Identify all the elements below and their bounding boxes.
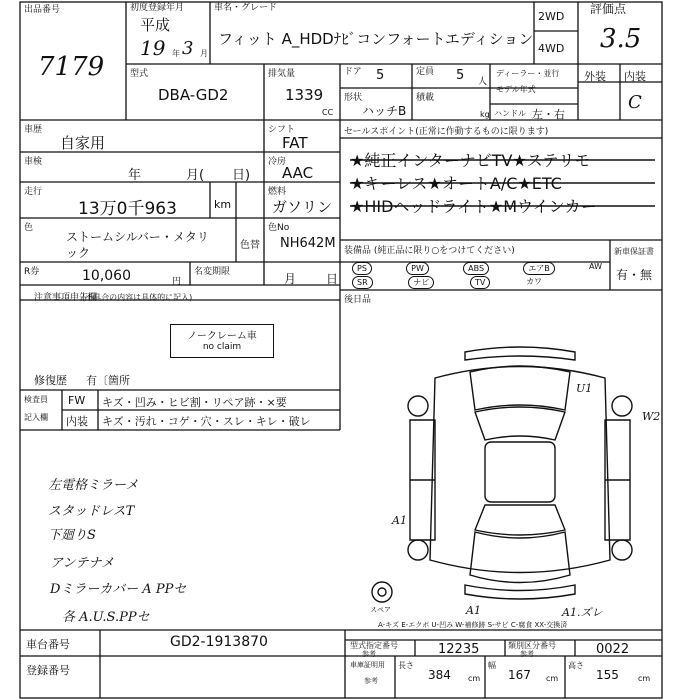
model-year-label: モデル年式	[496, 85, 536, 94]
handwritten-note-4: アンテナメ	[50, 556, 114, 571]
color-label: 色	[24, 223, 34, 233]
dealer-label: ディーラー・並行	[496, 69, 560, 78]
damage-legend: A-キズ E-エクボ U-凹み W-補修跡 S-サビ C-腐食 XX-交換済	[378, 621, 568, 629]
score-value: 3.5	[600, 24, 642, 54]
equip-tv: TV	[470, 276, 490, 289]
color-no-value: NH642M	[280, 236, 336, 251]
notes-sub: (不具合の内容は具体的に記入)	[82, 293, 193, 302]
after-label: 後日品	[344, 295, 372, 305]
drive-4wd: 4WD	[538, 42, 565, 55]
class-ref: 参考	[520, 650, 534, 658]
year-unit: 年	[172, 49, 180, 58]
reg-label: 登録番号	[26, 664, 70, 677]
model-name: フィット A_HDDﾅﾋﾞコンフォートエディション	[218, 30, 534, 48]
inspect-year: 年	[128, 168, 142, 183]
color-no-label: 色No	[268, 223, 290, 233]
load-label: 積載	[416, 93, 435, 103]
int-grade: C	[628, 92, 642, 113]
shift-label: シフト	[268, 125, 296, 135]
damage-a1-left: A1	[392, 514, 407, 527]
height-value: 155	[596, 668, 619, 682]
class-value: 0022	[596, 642, 630, 657]
equip-sr: SR	[352, 276, 373, 289]
inspection-int: 内装	[66, 415, 88, 428]
tax-day: 日	[326, 272, 339, 286]
capacity-value: 5	[456, 68, 465, 83]
ac-value: AAC	[282, 164, 314, 182]
sales-title: セールスポイント(正常に作動するものに限ります)	[344, 127, 549, 137]
tax-month: 月	[284, 272, 297, 286]
equip-airbag: エアB	[523, 262, 555, 275]
reg-year: 19	[140, 36, 166, 60]
doors-label: ドア	[344, 67, 362, 77]
color-change-label: 色替	[240, 240, 260, 251]
new-car-value: 有・無	[616, 268, 653, 282]
width-label: 幅	[488, 661, 496, 670]
ac-label: 冷房	[268, 157, 287, 167]
equip-leather: カワ	[525, 277, 542, 286]
drive-2wd: 2WD	[538, 10, 565, 23]
ext-label: 外装	[584, 70, 606, 83]
lot-number: 7179	[38, 52, 105, 82]
spare-label: スペア	[370, 606, 391, 614]
type-spec-ref: 参考	[362, 650, 376, 658]
fuel-value: ガソリン	[272, 198, 333, 216]
damage-a1-right: A1.ズレ	[562, 606, 603, 619]
damage-u1: U1	[576, 382, 593, 395]
notes-title: 注意事項申告欄	[34, 293, 98, 303]
equipment-title: 装備品 (純正品に限り○をつけてください)	[344, 246, 515, 256]
handle-label: ハンドル	[494, 109, 526, 118]
load-unit: kg	[480, 110, 490, 119]
width-unit: cm	[546, 674, 559, 683]
inspection-fw: FW	[68, 394, 86, 407]
type-label: 型式	[130, 69, 149, 79]
length-label: 長さ	[398, 661, 414, 670]
length-unit: cm	[468, 674, 481, 683]
displacement-value: 1339	[285, 86, 324, 104]
chassis-label: 車台番号	[26, 638, 70, 651]
shift-value: FAT	[282, 134, 308, 152]
fuel-label: 燃料	[268, 187, 287, 197]
mileage-unit: km	[214, 198, 232, 211]
sales-line-1: ★純正インターナビTV★ステリモ	[350, 151, 591, 170]
model-label: 車名・グレード	[214, 3, 278, 13]
displacement-label: 排気量	[268, 69, 296, 79]
displacement-unit: CC	[322, 108, 334, 117]
inspect-label: 車検	[24, 157, 43, 167]
era: 平成	[140, 16, 171, 34]
doors-value: 5	[376, 68, 385, 83]
reg-month: 3	[182, 38, 194, 59]
equip-abs: ABS	[463, 262, 489, 275]
score-label: 評価点	[590, 2, 627, 16]
inspection-label-1: 検査員	[24, 395, 48, 404]
color-value-1: ストームシルバー・メタリ	[66, 230, 209, 244]
month-unit: 月	[200, 49, 208, 58]
class-label: 類別区分番号	[508, 641, 556, 650]
repair-value: 有〔箇所	[86, 374, 130, 387]
handwritten-note-5: Dミラーカバー A PPセ	[50, 582, 187, 597]
inspection-fw-items: キズ・凹み・ヒビ割・リペア跡・×要	[102, 396, 287, 409]
sales-line-2: ★キーレス★オートA/C★ETC	[350, 174, 562, 193]
use-label: 車歴	[24, 125, 43, 135]
mileage-value: 13万0千963	[78, 199, 177, 219]
inspect-day: 日)	[232, 168, 251, 183]
first-reg-label: 初度登録年月	[130, 3, 185, 13]
handwritten-note-2: スタッドレスT	[48, 504, 135, 519]
noclaim-en: no claim	[202, 342, 242, 352]
equip-navi: ナビ	[408, 276, 434, 289]
mileage-label: 走行	[24, 187, 43, 197]
cert-label: 車庫証明用	[350, 661, 385, 669]
inspect-month: 月(	[186, 168, 205, 183]
type-spec-value: 12235	[438, 642, 480, 657]
lot-label: 出品番号	[24, 5, 61, 15]
height-label: 高さ	[568, 661, 584, 670]
repair-label: 修復歴	[34, 374, 67, 387]
chassis-value: GD2-1913870	[170, 634, 268, 650]
damage-a1-bottom: A1	[466, 604, 481, 617]
recycle-label: R券	[24, 267, 40, 277]
handwritten-note-3: 下廻りS	[48, 528, 96, 543]
height-unit: cm	[638, 674, 651, 683]
width-value: 167	[508, 668, 531, 682]
handle-value: 左・右	[532, 108, 565, 121]
use-value: 自家用	[60, 134, 106, 152]
type-spec-label: 型式指定番号	[350, 641, 398, 650]
capacity-label: 定員	[416, 67, 435, 77]
sales-line-3: ★HIDヘッドライト★Mウインカー	[350, 197, 597, 216]
noclaim-jp: ノークレーム車	[187, 331, 257, 342]
color-value-2: ック	[66, 246, 91, 260]
handwritten-note-1: 左電格ミラーメ	[48, 478, 139, 493]
cert-ref: 参考	[364, 677, 378, 685]
capacity-unit: 人	[478, 77, 488, 87]
shape-label: 形状	[344, 93, 363, 103]
tax-label: 名変期限	[194, 267, 231, 277]
shape-value: ハッチB	[362, 104, 407, 118]
inspection-int-items: キズ・汚れ・コゲ・穴・スレ・キレ・破レ	[102, 415, 311, 428]
damage-w2: W2	[642, 410, 661, 423]
recycle-value: 10,060	[82, 268, 131, 284]
handwritten-note-6: 各 A.U.S.PPセ	[62, 610, 150, 625]
equip-ps: PS	[352, 262, 372, 275]
recycle-unit: 円	[172, 277, 182, 287]
type-value: DBA-GD2	[158, 86, 229, 104]
equip-pw: PW	[406, 262, 429, 275]
new-car-label: 新車保証書	[614, 247, 654, 256]
equip-aw: AW	[589, 262, 602, 271]
int-label: 内装	[624, 70, 646, 83]
length-value: 384	[428, 668, 451, 682]
inspection-label-2: 記入欄	[24, 413, 48, 422]
